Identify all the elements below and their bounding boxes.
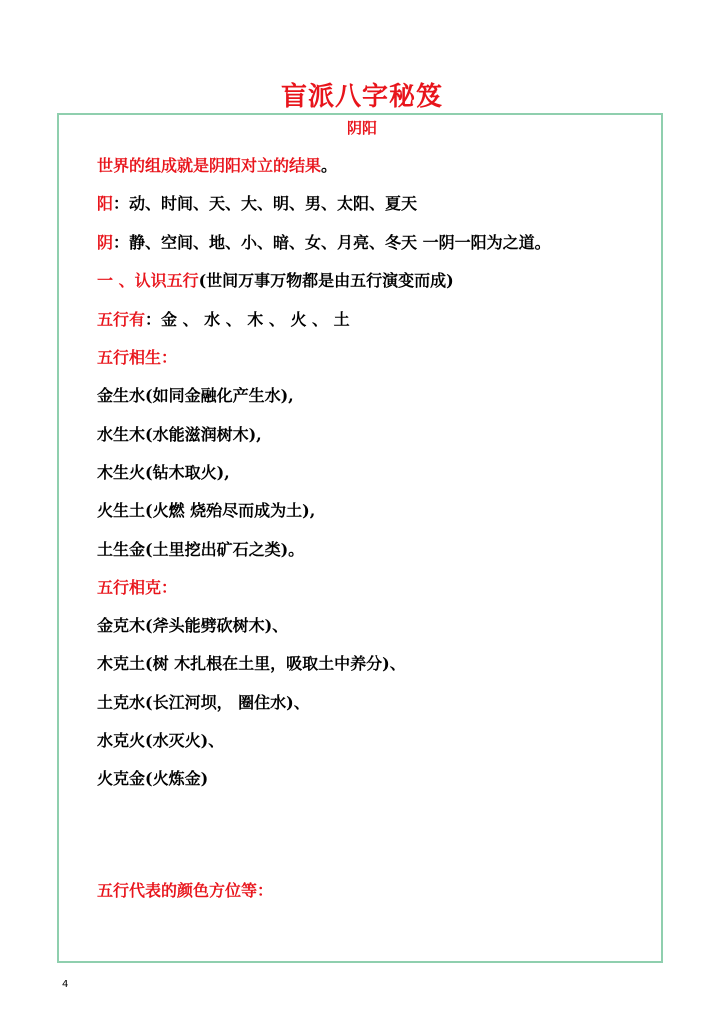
line-black-part: 土克水(长江河坝， 圈住水)、 (97, 693, 310, 712)
text-line-wuxing-list (97, 309, 350, 331)
line-black-part: ：动、时间、天、大、明、男、太阳、夏天 (113, 194, 418, 213)
line-red-part: 五行代表的颜色方位等： (97, 881, 274, 900)
line-black-part: 火生土(火燃 烧殆尽而成为土), (97, 501, 316, 520)
section-heading-yinyang: 阴阳 (346, 119, 377, 137)
text-line-metal-wood (97, 615, 288, 637)
line-red-part: 阳 (97, 194, 114, 213)
line-black-part: 火克金(火炼金) (97, 769, 209, 788)
text-line-wood-earth (97, 653, 406, 675)
text-line-earth-metal (97, 539, 304, 561)
text-line-world-composition (97, 155, 337, 177)
line-black-part: 水生木(水能滋润树木), (97, 425, 262, 444)
document-title: 盲派八字秘笈 (280, 82, 443, 112)
line-black-part: 金克木(斧头能劈砍树木)、 (97, 616, 289, 635)
line-red-part: 一 、认识五行 (97, 271, 199, 290)
text-line-water-wood (97, 424, 262, 446)
page-number: 4 (62, 979, 69, 990)
text-line-colors-directions (97, 880, 273, 902)
text-line-metal-water (97, 385, 294, 407)
line-black-part: 木生火(钻木取火), (97, 463, 230, 482)
text-line-overcoming-heading (97, 577, 177, 599)
line-black-part: 木克土(树 木扎根在土里，吸取土中养分)、 (97, 654, 406, 673)
text-line-fire-earth (97, 500, 315, 522)
line-red-part: 五行相生： (97, 348, 178, 367)
text-line-earth-water (97, 692, 310, 714)
text-line-yin (97, 232, 551, 254)
line-black-part: 金生水(如同金融化产生水), (97, 386, 294, 405)
line-black-part: (世间万事万物都是由五行演变而成) (198, 271, 454, 290)
line-black-part: 水克火(水灭火)、 (97, 731, 225, 750)
text-line-water-fire (97, 730, 224, 752)
line-red-part: 阴 (97, 233, 114, 252)
line-black-part: ：静、空间、地、小、暗、女、月亮、冬天 一阴一阳为之道。 (113, 233, 551, 252)
line-red-part: 五行相克： (97, 578, 178, 597)
line-red-part: 五行有 (97, 310, 146, 329)
line-black-part: 土生金(土里挖出矿石之类)。 (97, 540, 305, 559)
line-black-part: ：金 、 水 、 木 、 火 、 土 (145, 310, 350, 329)
text-line-fire-metal (97, 768, 208, 790)
line-red-part: 世界的组成就是阴阳对立的结果 (97, 156, 322, 175)
text-line-know-wuxing (97, 270, 454, 292)
text-line-yang (97, 193, 417, 215)
text-line-wood-fire (97, 462, 230, 484)
text-line-generating-heading (97, 347, 177, 369)
line-black-part: 。 (321, 156, 338, 175)
